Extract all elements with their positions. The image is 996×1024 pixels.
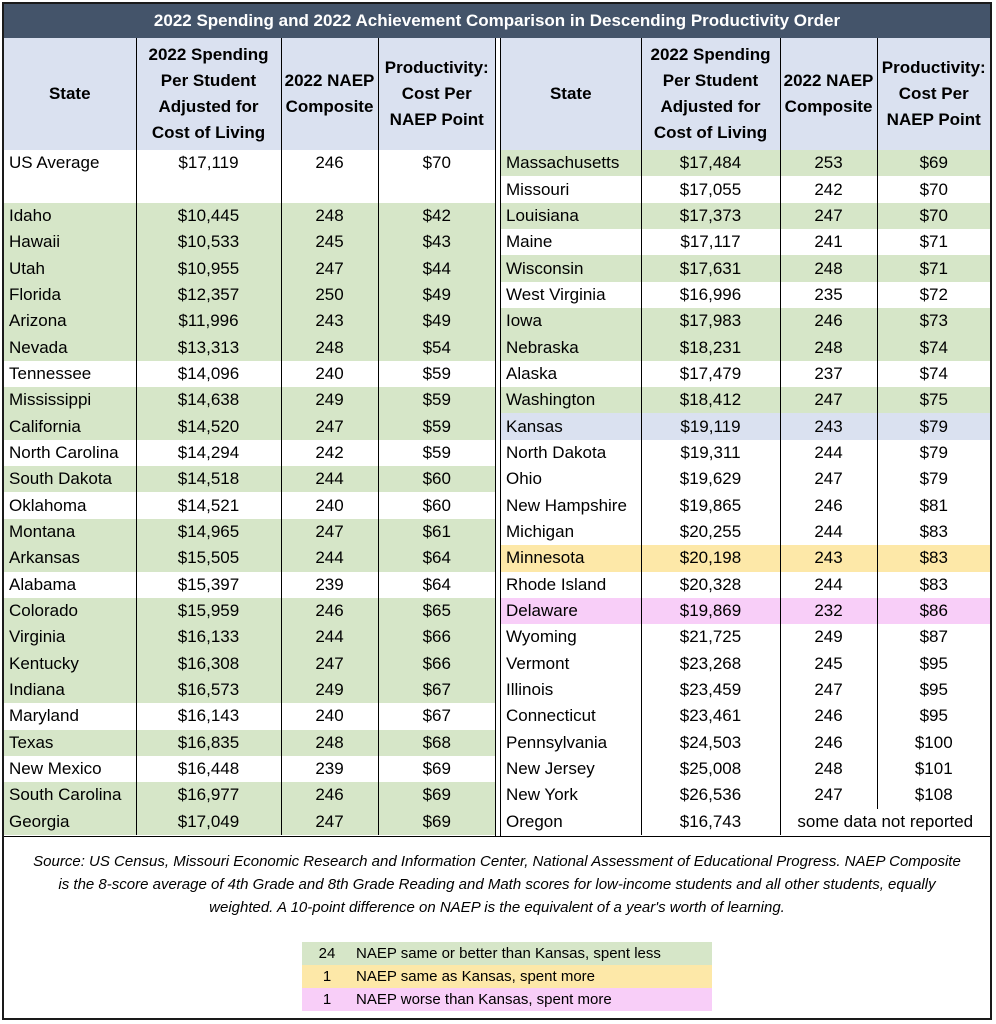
cost-cell: $44 <box>378 255 495 281</box>
state-cell: Wisconsin <box>501 255 641 281</box>
legend-count: 1 <box>302 965 352 988</box>
state-header: State <box>4 38 136 150</box>
state-cell: Pennsylvania <box>501 730 641 756</box>
cost-cell: $72 <box>919 284 948 304</box>
naep-cell: 249 <box>780 624 877 650</box>
spending-cell: $17,119 <box>136 150 281 176</box>
spending-cell: $23,459 <box>641 677 780 703</box>
state-cell: Tennessee <box>4 361 136 387</box>
state-cell: North Dakota <box>501 440 641 466</box>
naep-header: 2022 NAEP Composite <box>780 38 877 150</box>
cost-cell: $60 <box>422 495 451 515</box>
naep-cell: 245 <box>281 229 378 255</box>
cost-cell: $87 <box>919 627 948 647</box>
table-row <box>501 203 990 229</box>
spending-cell: $10,445 <box>136 203 281 229</box>
cost-cell: $49 <box>378 282 495 308</box>
state-cell: US Average <box>4 150 136 176</box>
table-row <box>501 229 990 255</box>
cost-cell: $67 <box>378 677 495 703</box>
table-row <box>501 519 990 545</box>
naep-cell: 246 <box>780 730 877 756</box>
right-table-body <box>501 150 990 835</box>
table-row <box>4 255 495 281</box>
table-row <box>4 282 495 308</box>
cost-cell: $59 <box>422 442 451 462</box>
table-row <box>4 334 495 360</box>
left-header-row <box>4 38 495 150</box>
state-cell: Idaho <box>4 203 136 229</box>
state-cell: Minnesota <box>501 545 641 571</box>
state-cell: Vermont <box>501 651 641 677</box>
naep-cell: 244 <box>281 624 378 650</box>
legend-item <box>302 988 712 1011</box>
spending-cell: $10,955 <box>136 255 281 281</box>
state-cell: Arkansas <box>4 545 136 571</box>
spending-cell: $14,294 <box>136 440 281 466</box>
state-cell: Arizona <box>4 308 136 334</box>
left-state-table <box>4 38 495 835</box>
spending-cell: $19,629 <box>641 466 780 492</box>
spending-cell: $19,865 <box>641 492 780 518</box>
table-row <box>4 466 495 492</box>
report-frame <box>2 2 992 1020</box>
cost-cell: $79 <box>919 442 948 462</box>
table-row <box>4 150 495 176</box>
state-cell: Alaska <box>501 361 641 387</box>
naep-cell: 247 <box>281 519 378 545</box>
spending-cell: $17,373 <box>641 203 780 229</box>
state-header: State <box>501 38 641 150</box>
state-cell: New Mexico <box>4 756 136 782</box>
state-cell: Ohio <box>501 466 641 492</box>
cost-cell: $70 <box>877 203 990 229</box>
spending-cell: $15,959 <box>136 598 281 624</box>
naep-cell: 246 <box>780 308 877 334</box>
table-row <box>501 809 990 835</box>
spending-cell: $18,231 <box>641 334 780 360</box>
productivity-header: Productivity: Cost Per NAEP Point <box>877 38 990 150</box>
spending-cell: $16,743 <box>641 809 780 835</box>
productivity-header: Productivity: Cost Per NAEP Point <box>378 38 495 150</box>
cost-cell: $66 <box>378 624 495 650</box>
spending-cell: $16,573 <box>136 677 281 703</box>
cost-cell: $69 <box>422 759 451 779</box>
legend-count: 1 <box>302 988 352 1011</box>
spending-cell <box>136 176 281 202</box>
state-cell: Florida <box>4 282 136 308</box>
state-cell: New Hampshire <box>501 492 641 518</box>
cost-cell: $69 <box>378 809 495 835</box>
state-cell: South Carolina <box>4 782 136 808</box>
table-row <box>4 361 495 387</box>
table-row <box>4 703 495 729</box>
legend-label: NAEP worse than Kansas, spent more <box>352 988 712 1011</box>
state-cell: Kentucky <box>4 651 136 677</box>
spending-cell: $26,536 <box>641 782 780 808</box>
cost-cell: $74 <box>877 334 990 360</box>
naep-cell: 243 <box>780 545 877 571</box>
state-cell: Delaware <box>501 598 641 624</box>
cost-cell: $83 <box>919 574 948 594</box>
naep-cell: 247 <box>780 387 877 413</box>
spending-cell: $17,631 <box>641 255 780 281</box>
state-cell: Louisiana <box>501 203 641 229</box>
note-divider <box>4 836 990 837</box>
state-cell: Maine <box>501 229 641 255</box>
spending-cell: $16,143 <box>136 703 281 729</box>
legend-label: NAEP same as Kansas, spent more <box>352 965 712 988</box>
naep-cell: 247 <box>281 809 378 835</box>
state-cell: New York <box>501 782 641 808</box>
state-cell: North Carolina <box>4 440 136 466</box>
naep-cell: 246 <box>780 703 877 729</box>
spending-cell: $23,461 <box>641 703 780 729</box>
naep-cell: 243 <box>780 413 877 439</box>
table-row <box>4 624 495 650</box>
naep-cell: 245 <box>780 651 877 677</box>
legend-count: 24 <box>302 942 352 965</box>
state-cell: Hawaii <box>4 229 136 255</box>
cost-cell: $75 <box>877 387 990 413</box>
naep-cell: 247 <box>281 255 378 281</box>
state-cell: Utah <box>4 255 136 281</box>
table-row <box>4 545 495 571</box>
naep-cell: 247 <box>780 677 877 703</box>
spending-cell: $17,117 <box>641 229 780 255</box>
naep-cell: 247 <box>281 413 378 439</box>
cost-cell: $95 <box>919 706 948 726</box>
state-cell: Washington <box>501 387 641 413</box>
naep-cell: 246 <box>281 150 378 176</box>
cost-cell: $65 <box>378 598 495 624</box>
source-note: Source: US Census, Missouri Economic Research and Information Center, National Assessment of Educational Progress. NAEP Composite is the 8-score average of 4th Grade and 8th Grade Reading and Math scores for low-income students and all other students, equally weighted. A 10-point difference on NAEP is the equivalent of a year's worth of learning. <box>33 853 961 916</box>
table-row <box>4 519 495 545</box>
spending-cell: $16,835 <box>136 730 281 756</box>
table-row <box>501 492 990 518</box>
state-cell: West Virginia <box>501 282 641 308</box>
table-row <box>501 413 990 439</box>
right-state-table <box>501 38 990 835</box>
naep-cell: 240 <box>281 492 378 518</box>
spending-cell: $19,119 <box>641 413 780 439</box>
cost-cell: $66 <box>378 651 495 677</box>
table-row <box>501 440 990 466</box>
table-row <box>501 545 990 571</box>
spending-cell: $14,096 <box>136 361 281 387</box>
naep-cell: 232 <box>780 598 877 624</box>
spending-cell: $23,268 <box>641 651 780 677</box>
cost-cell: $68 <box>378 730 495 756</box>
spending-cell: $15,505 <box>136 545 281 571</box>
spending-cell: $14,965 <box>136 519 281 545</box>
table-row <box>4 651 495 677</box>
table-row <box>4 308 495 334</box>
cost-cell: $69 <box>378 782 495 808</box>
cost-cell: $59 <box>422 363 451 383</box>
table-row <box>4 730 495 756</box>
table-row <box>501 651 990 677</box>
naep-cell: 246 <box>281 782 378 808</box>
naep-cell: 243 <box>281 308 378 334</box>
naep-cell: 237 <box>780 361 877 387</box>
spending-cell: $20,328 <box>641 572 780 598</box>
table-title: 2022 Spending and 2022 Achievement Comparison in Descending Productivity Order <box>4 4 990 38</box>
spending-header: 2022 Spending Per Student Adjusted for Cost of Living <box>136 38 281 150</box>
naep-cell: 244 <box>281 466 378 492</box>
naep-cell: 248 <box>780 756 877 782</box>
naep-cell: 249 <box>281 677 378 703</box>
naep-cell: 239 <box>281 572 378 598</box>
state-cell: California <box>4 413 136 439</box>
not-reported-note: some data not reported <box>797 811 974 831</box>
naep-cell: 248 <box>780 255 877 281</box>
state-cell: Georgia <box>4 809 136 835</box>
naep-cell: 249 <box>281 387 378 413</box>
table-row <box>4 413 495 439</box>
legend-item <box>302 942 712 965</box>
naep-cell: 247 <box>780 782 877 808</box>
spending-cell: $16,977 <box>136 782 281 808</box>
cost-cell: $54 <box>378 334 495 360</box>
spending-cell: $19,311 <box>641 440 780 466</box>
table-row <box>501 572 990 598</box>
state-cell: Indiana <box>4 677 136 703</box>
naep-cell: 244 <box>780 572 877 598</box>
table-row <box>501 308 990 334</box>
spending-cell: $21,725 <box>641 624 780 650</box>
naep-cell: 250 <box>281 282 378 308</box>
table-row <box>501 466 990 492</box>
spending-cell: $13,313 <box>136 334 281 360</box>
naep-cell: 239 <box>281 756 378 782</box>
state-cell: Kansas <box>501 413 641 439</box>
state-cell: Oregon <box>501 809 641 835</box>
table-row <box>4 492 495 518</box>
state-cell: Massachusetts <box>501 150 641 176</box>
table-row <box>501 282 990 308</box>
state-cell: Nebraska <box>501 334 641 360</box>
state-cell: Virginia <box>4 624 136 650</box>
cost-cell: $74 <box>919 363 948 383</box>
legend-body <box>302 942 712 1011</box>
spending-cell: $17,479 <box>641 361 780 387</box>
table-row <box>4 782 495 808</box>
table-row <box>4 677 495 703</box>
cost-cell: $73 <box>877 308 990 334</box>
table-row <box>501 782 990 808</box>
spending-cell: $18,412 <box>641 387 780 413</box>
spending-cell: $16,448 <box>136 756 281 782</box>
naep-cell: 248 <box>281 334 378 360</box>
table-row <box>4 387 495 413</box>
state-cell: Nevada <box>4 334 136 360</box>
naep-cell <box>281 176 378 202</box>
naep-cell: 240 <box>281 703 378 729</box>
spending-cell: $25,008 <box>641 756 780 782</box>
naep-cell: 248 <box>281 730 378 756</box>
cost-cell: $86 <box>877 598 990 624</box>
legend-label: NAEP same or better than Kansas, spent less <box>352 942 712 965</box>
naep-header: 2022 NAEP Composite <box>281 38 378 150</box>
naep-cell: 244 <box>780 440 877 466</box>
cost-cell: $81 <box>919 495 948 515</box>
cost-cell <box>378 176 495 202</box>
cost-cell: $49 <box>378 308 495 334</box>
state-cell: Rhode Island <box>501 572 641 598</box>
cost-cell: $108 <box>914 785 953 805</box>
cost-cell: $61 <box>378 519 495 545</box>
spending-cell: $16,133 <box>136 624 281 650</box>
legend <box>302 942 712 1011</box>
table-row <box>4 203 495 229</box>
cost-cell: $70 <box>919 179 948 199</box>
table-row <box>501 361 990 387</box>
table-row <box>501 730 990 756</box>
cost-cell: $42 <box>378 203 495 229</box>
spending-cell: $12,357 <box>136 282 281 308</box>
cost-cell: $95 <box>919 653 948 673</box>
naep-cell: 235 <box>780 282 877 308</box>
cost-cell: $101 <box>914 759 953 779</box>
naep-cell: 247 <box>780 466 877 492</box>
cost-cell: $64 <box>378 545 495 571</box>
cost-cell: $79 <box>919 469 948 489</box>
cost-cell: $59 <box>378 413 495 439</box>
table-row <box>4 229 495 255</box>
state-cell: Michigan <box>501 519 641 545</box>
cost-cell: $71 <box>877 255 990 281</box>
naep-cell: 247 <box>780 203 877 229</box>
spending-cell: $20,255 <box>641 519 780 545</box>
naep-cell: 246 <box>281 598 378 624</box>
spending-cell: $20,198 <box>641 545 780 571</box>
naep-cell: 242 <box>780 176 877 202</box>
spending-cell: $17,049 <box>136 809 281 835</box>
spending-cell: $11,996 <box>136 308 281 334</box>
state-cell: Missouri <box>501 176 641 202</box>
state-cell: Oklahoma <box>4 492 136 518</box>
state-cell: Maryland <box>4 703 136 729</box>
table-row <box>4 809 495 835</box>
naep-cell: 248 <box>780 334 877 360</box>
cost-cell: $83 <box>919 521 948 541</box>
state-cell: Connecticut <box>501 703 641 729</box>
spending-cell: $14,521 <box>136 492 281 518</box>
legend-item <box>302 965 712 988</box>
naep-cell: 246 <box>780 492 877 518</box>
naep-cell: 244 <box>281 545 378 571</box>
spending-cell: $14,638 <box>136 387 281 413</box>
spending-cell: $16,308 <box>136 651 281 677</box>
table-row <box>501 677 990 703</box>
state-cell: Mississippi <box>4 387 136 413</box>
naep-cell: 242 <box>281 440 378 466</box>
naep-cell: 241 <box>780 229 877 255</box>
table-row <box>501 624 990 650</box>
naep-cell: 240 <box>281 361 378 387</box>
cost-cell: $69 <box>877 150 990 176</box>
naep-cell: 253 <box>780 150 877 176</box>
state-cell: Iowa <box>501 308 641 334</box>
cost-cell: $43 <box>378 229 495 255</box>
cost-cell: $64 <box>422 574 451 594</box>
spending-cell: $19,869 <box>641 598 780 624</box>
left-table-body <box>4 150 495 835</box>
table-row <box>501 255 990 281</box>
right-header-row <box>501 38 990 150</box>
spending-cell: $16,996 <box>641 282 780 308</box>
state-cell: Montana <box>4 519 136 545</box>
cost-cell: $71 <box>919 232 948 252</box>
spending-cell: $24,503 <box>641 730 780 756</box>
spending-cell: $10,533 <box>136 229 281 255</box>
table-row <box>501 334 990 360</box>
state-cell: South Dakota <box>4 466 136 492</box>
spending-cell: $14,520 <box>136 413 281 439</box>
cost-cell: $59 <box>378 387 495 413</box>
cost-cell: $95 <box>919 680 948 700</box>
state-cell <box>4 176 136 202</box>
naep-cell: 247 <box>281 651 378 677</box>
cost-cell: $79 <box>877 413 990 439</box>
spending-header: 2022 Spending Per Student Adjusted for Cost of Living <box>641 38 780 150</box>
spending-cell: $17,484 <box>641 150 780 176</box>
table-row <box>501 703 990 729</box>
spending-cell: $15,397 <box>136 572 281 598</box>
state-cell: Alabama <box>4 572 136 598</box>
table-row <box>4 598 495 624</box>
cost-cell: $100 <box>914 732 953 752</box>
spending-cell: $17,983 <box>641 308 780 334</box>
table-row <box>4 756 495 782</box>
table-row <box>501 176 990 202</box>
cost-cell: $60 <box>378 466 495 492</box>
cost-cell: $70 <box>422 153 451 173</box>
state-cell: Illinois <box>501 677 641 703</box>
state-cell: Colorado <box>4 598 136 624</box>
table-row <box>4 440 495 466</box>
table-row <box>4 572 495 598</box>
state-cell: New Jersey <box>501 756 641 782</box>
cost-cell: $83 <box>877 545 990 571</box>
spending-cell: $17,055 <box>641 176 780 202</box>
naep-cell: 244 <box>780 519 877 545</box>
table-row <box>501 756 990 782</box>
table-row <box>501 150 990 176</box>
spending-cell: $14,518 <box>136 466 281 492</box>
table-row <box>501 387 990 413</box>
state-cell: Texas <box>4 730 136 756</box>
state-cell: Wyoming <box>501 624 641 650</box>
cost-cell: $67 <box>422 706 451 726</box>
spacer-row <box>4 176 495 202</box>
table-row <box>501 598 990 624</box>
naep-cell: 248 <box>281 203 378 229</box>
